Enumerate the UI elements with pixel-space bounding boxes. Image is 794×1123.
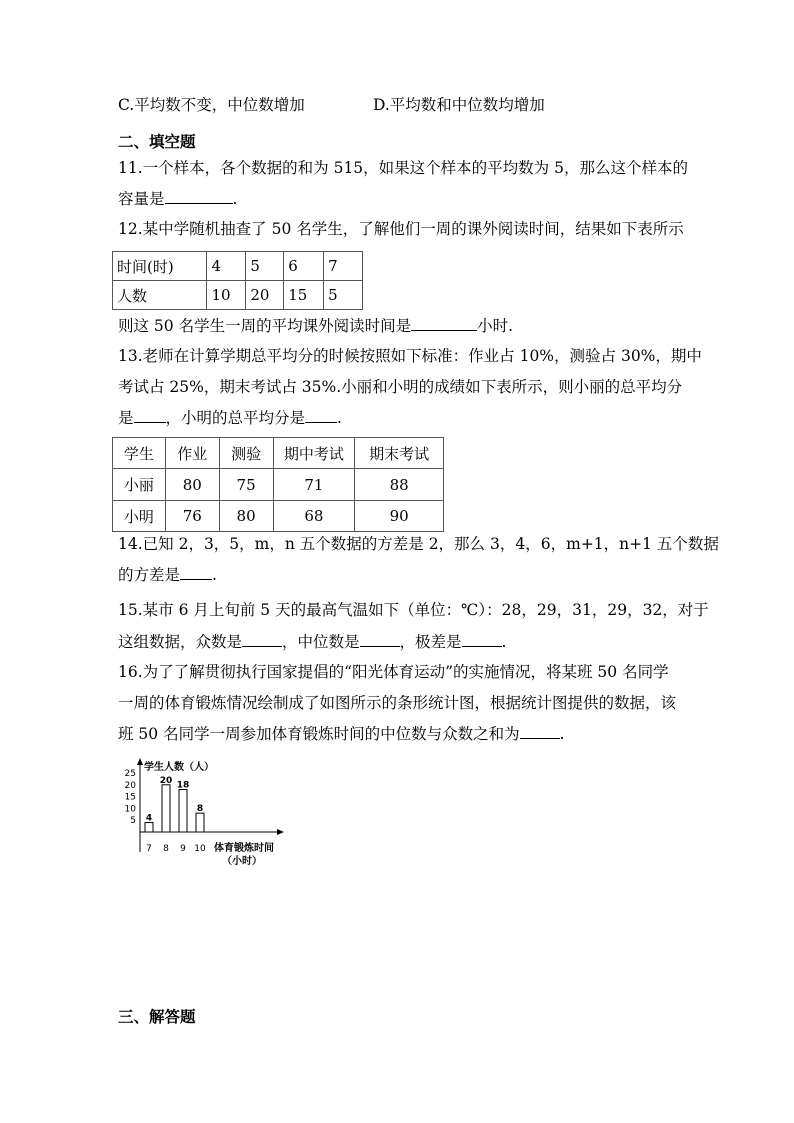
table-cell: 80	[219, 501, 273, 532]
y-tick-label: 20	[124, 780, 136, 791]
table-cell: 80	[165, 469, 219, 501]
bar-value-label: 8	[196, 804, 204, 815]
y-axis-arrow	[137, 758, 143, 765]
q15-end: .	[501, 633, 507, 651]
q13-line3	[118, 408, 342, 428]
y-tick-label: 15	[124, 792, 136, 803]
q15-line1: 15.某市 6 月上旬前 5 天的最高气温如下（单位：℃）：28，29，31，29，32，对于	[118, 601, 709, 619]
q15-text-c: ，极差是	[399, 633, 462, 651]
q13-line1: 13.老师在计算学期总平均分的时候按照如下标准：作业占 10%，测验占 30%，期中	[118, 347, 702, 365]
x-axis-arrow	[277, 829, 284, 835]
table-header-cell: 学生	[113, 438, 166, 469]
table-cell: 小明	[113, 501, 166, 532]
table-cell: 10	[207, 281, 246, 310]
x-tick-label: 7	[146, 844, 152, 854]
table-cell: 20	[246, 281, 284, 310]
bars	[145, 776, 206, 854]
q11-end: .	[232, 190, 238, 208]
table-header-cell: 期末考试	[355, 438, 444, 469]
table-cell: 90	[355, 501, 444, 532]
q15-text-a: 这组数据，众数是	[118, 633, 243, 651]
q12-line1: 12.某中学随机抽查了 50 名学生，了解他们一周的课外阅读时间，结果如下表所示	[118, 220, 684, 238]
option-c: C.平均数不变，中位数增加	[118, 96, 305, 114]
q15-answer-blank-3	[462, 632, 502, 647]
q16-line1: 16.为了了解贯彻执行国家提倡的“阳光体育运动”的实施情况，将某班 50 名同学	[118, 663, 669, 681]
q14-line2	[118, 565, 217, 585]
table-cell: 人数	[113, 281, 207, 310]
table-cell: 75	[219, 469, 273, 501]
bar	[145, 823, 153, 832]
q13-answer-blank-2	[305, 408, 337, 423]
bar	[162, 785, 170, 832]
x-tick-label: 8	[163, 844, 169, 854]
q16-end: .	[559, 725, 565, 743]
bar	[196, 813, 204, 832]
table-cell: 71	[273, 469, 355, 501]
q13-end: .	[337, 409, 342, 427]
table-header-cell: 测验	[219, 438, 273, 469]
table-row	[113, 252, 363, 281]
q11-line1: 11.一个样本，各个数据的和为 515，如果这个样本的平均数为 5，那么这个样本的	[118, 159, 688, 177]
x-tick-label: 9	[180, 844, 186, 854]
table-cell: 76	[165, 501, 219, 532]
bar-value-label: 4	[145, 813, 153, 824]
q15-answer-blank-2	[360, 632, 400, 647]
q14-answer-blank	[180, 565, 212, 580]
q14-end: .	[212, 566, 217, 584]
table-cell: 小丽	[113, 469, 166, 501]
section-fill-in-title: 二、填空题	[118, 132, 196, 151]
q16-line3	[118, 724, 565, 744]
q12-table	[112, 251, 363, 310]
table-cell: 5	[246, 252, 284, 281]
q12-after	[118, 316, 513, 336]
table-cell: 7	[324, 252, 363, 281]
table-cell: 时间(时)	[113, 252, 207, 281]
q15-answer-blank-1	[242, 632, 282, 647]
table-cell: 88	[355, 469, 444, 501]
table-row	[113, 281, 363, 310]
q14-text: 的方差是	[118, 566, 181, 584]
q12-answer-blank	[411, 316, 477, 331]
bar	[179, 790, 187, 832]
table-cell: 5	[324, 281, 363, 310]
q15-text-b: ，中位数是	[282, 633, 360, 651]
table-header-cell: 期中考试	[273, 438, 355, 469]
table-header-cell: 作业	[165, 438, 219, 469]
table-row	[113, 469, 444, 501]
q11-text: 容量是	[118, 190, 165, 208]
bar-value-label: 18	[176, 780, 190, 791]
q11-line2	[118, 189, 237, 209]
q13-text-a: 是	[118, 409, 134, 427]
y-tick-label: 10	[124, 804, 136, 815]
y-axis-label: 学生人数（人）	[144, 762, 214, 773]
section-answer-title: 三、解答题	[118, 1007, 196, 1026]
bar-chart	[118, 752, 298, 878]
q16-line2: 一周的体育锻炼情况绘制成了如图所示的条形统计图，根据统计图提供的数据，该	[118, 694, 677, 712]
option-d: D.平均数和中位数均增加	[373, 96, 545, 114]
x-axis-unit: （小时）	[222, 856, 262, 867]
q12-end: 小时.	[477, 317, 514, 335]
bar-value-label: 20	[159, 775, 173, 786]
q12-text: 则这 50 名学生一周的平均课外阅读时间是	[118, 317, 412, 335]
q13-text-b: ，小明的总平均分是	[165, 409, 306, 427]
table-cell: 68	[273, 501, 355, 532]
q16-answer-blank	[520, 724, 560, 739]
q13-answer-blank-1	[134, 408, 166, 423]
table-cell: 4	[207, 252, 246, 281]
table-row	[113, 501, 444, 532]
table-cell: 15	[284, 281, 324, 310]
q13-line2: 考试占 25%，期末考试占 35%.小丽和小明的成绩如下表所示，则小丽的总平均分	[118, 378, 683, 396]
y-tick-label: 25	[124, 769, 136, 779]
q16-text: 班 50 名同学一周参加体育锻炼时间的中位数与众数之和为	[118, 725, 520, 743]
q13-table	[112, 437, 444, 532]
q15-line2	[118, 632, 506, 652]
x-axis-label: 体育锻炼时间	[214, 843, 274, 854]
y-ticks	[125, 769, 137, 826]
q11-answer-blank	[165, 189, 233, 204]
y-tick-label: 5	[130, 816, 136, 827]
table-row	[113, 438, 444, 469]
x-tick-label: 10	[194, 844, 206, 854]
table-cell: 6	[284, 252, 324, 281]
q14-line1: 14.已知 2，3，5，m，n 五个数据的方差是 2，那么 3，4，6，m+1，n+1 五个数据	[118, 535, 719, 553]
